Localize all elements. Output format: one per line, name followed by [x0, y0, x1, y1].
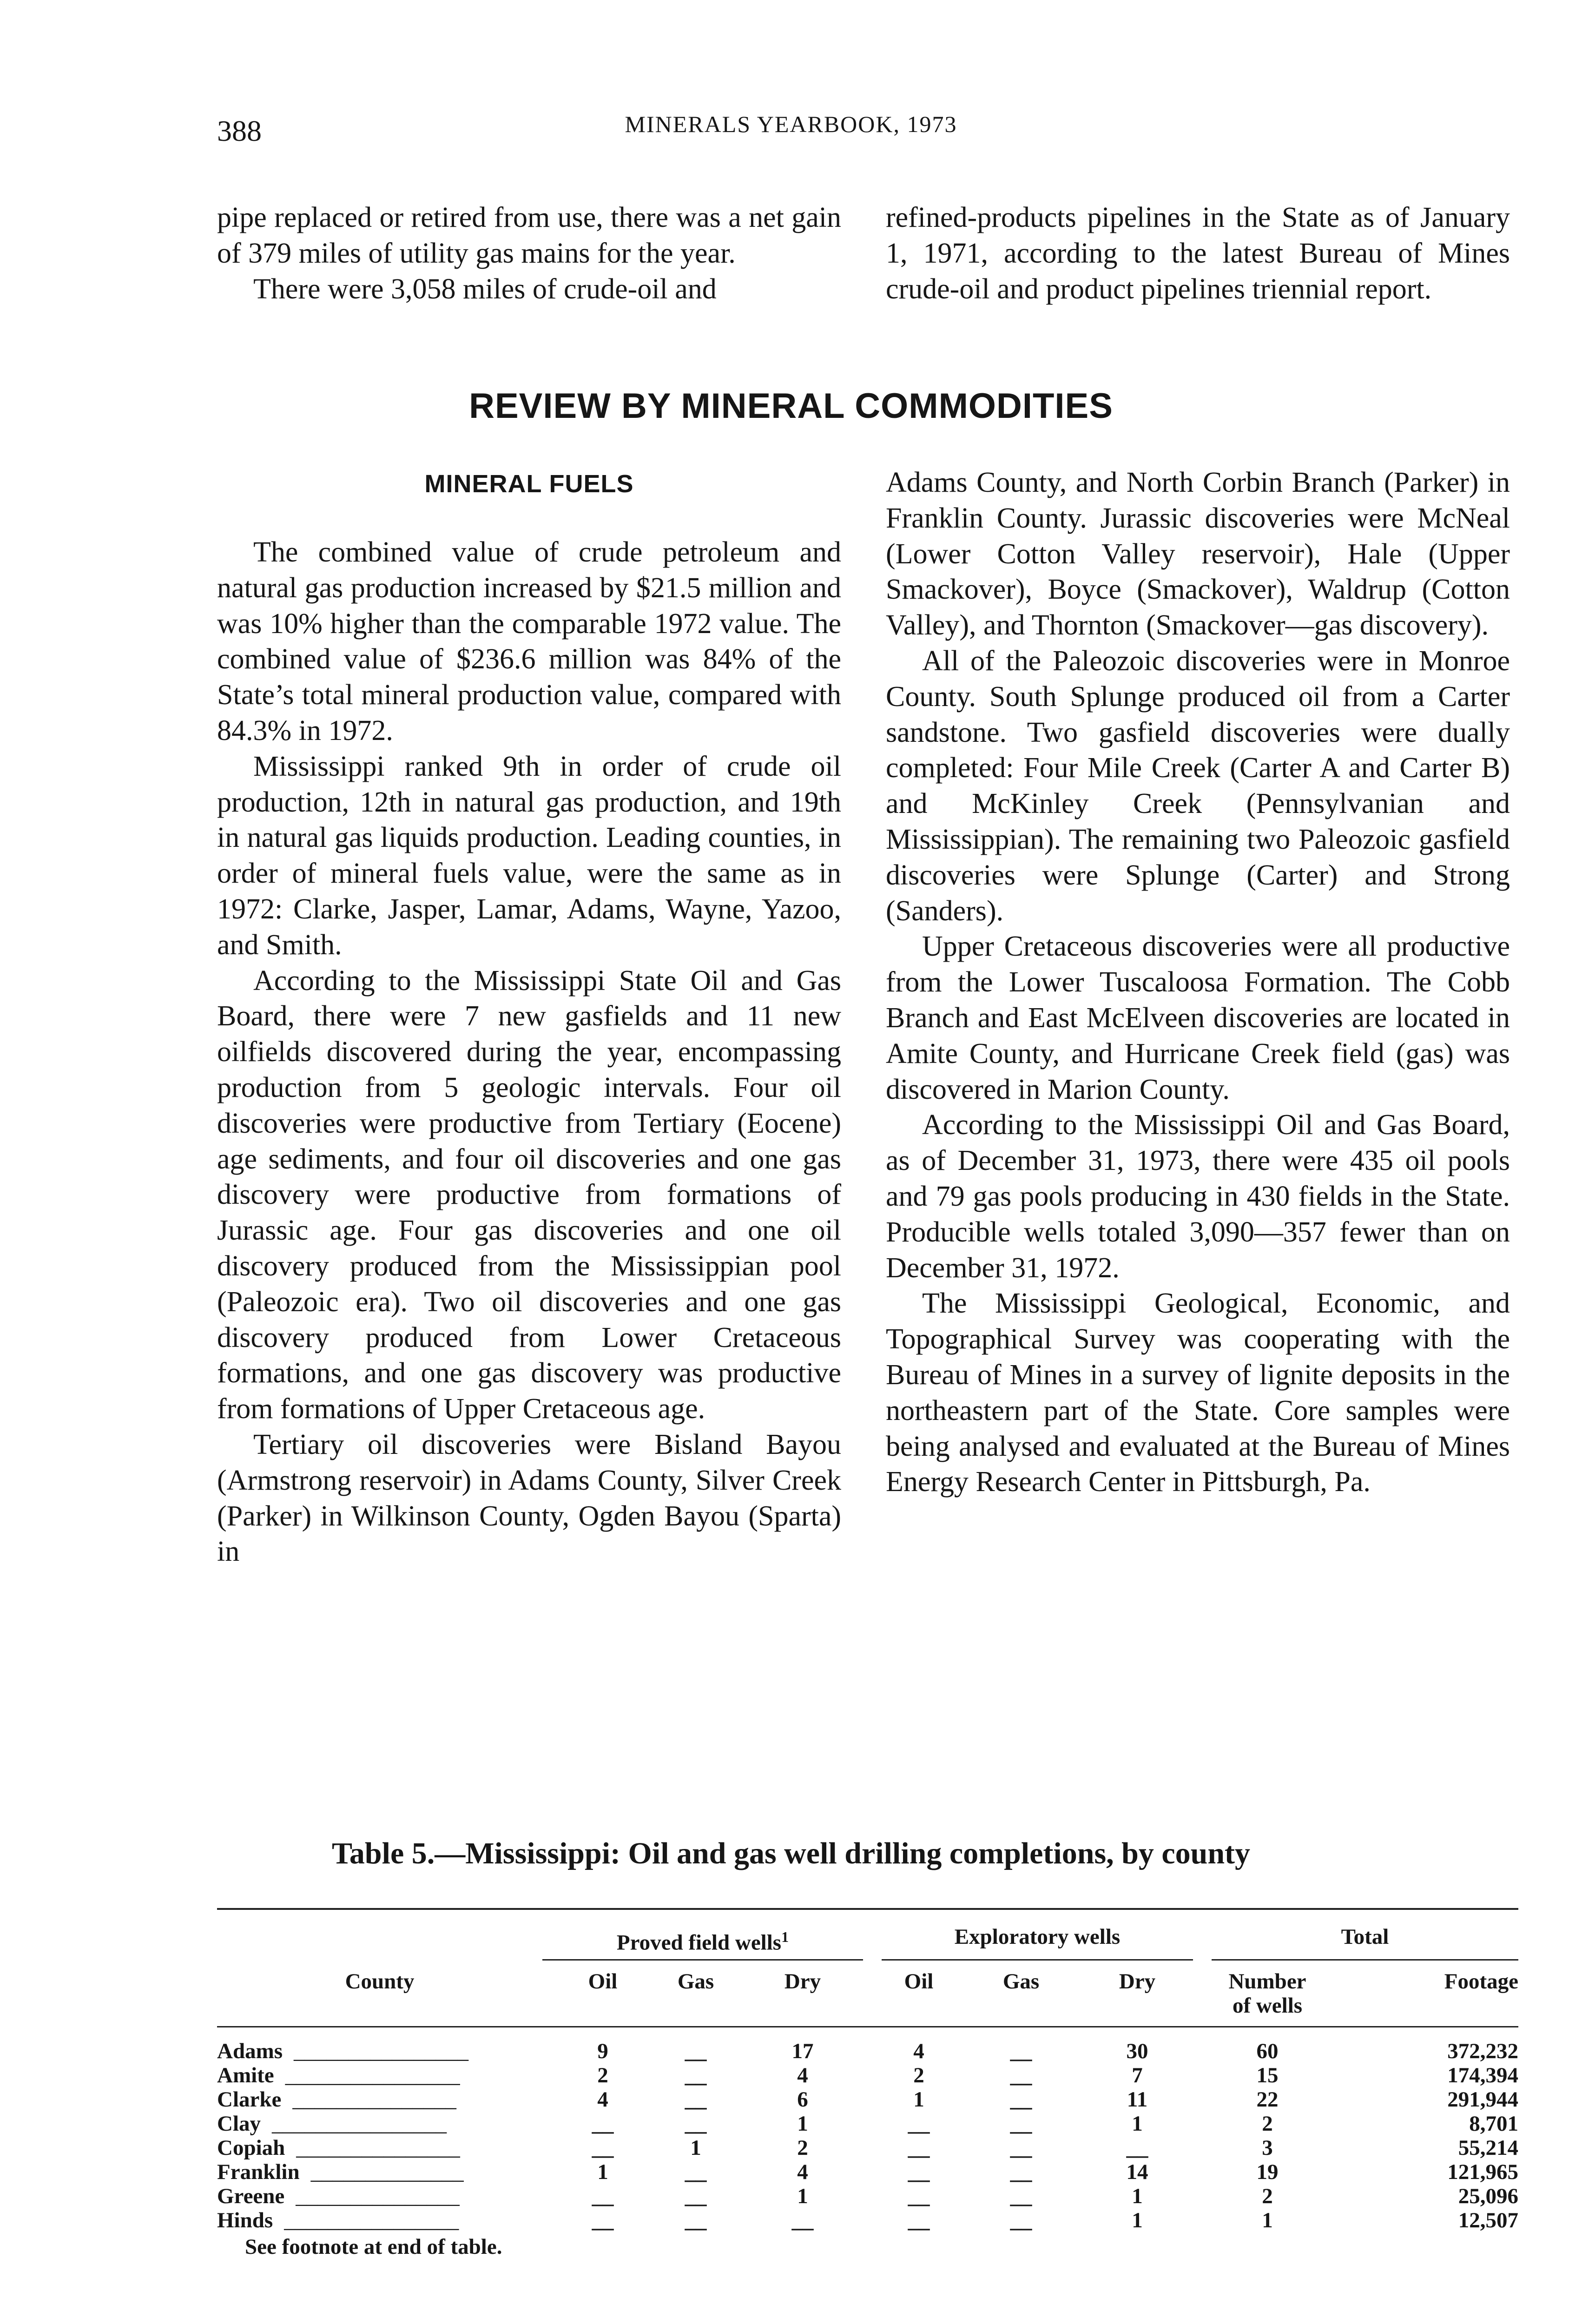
dot-leader: _______________ — [292, 2087, 456, 2112]
cell-footage: 174,394 — [1447, 2063, 1518, 2087]
dot-leader: ________________ — [285, 2063, 460, 2087]
cell-proved-oil: __ — [592, 2184, 614, 2208]
cell-proved-gas: __ — [685, 2184, 707, 2208]
dot-leader: ________________ — [272, 2112, 447, 2136]
cell-exploratory-dry: 11 — [1127, 2087, 1148, 2112]
cell-county — [217, 2208, 459, 2232]
paragraph: The Mississippi Geological, Economic, and Topographical Survey was cooperating with the Bureau of Mines in a survey of lignite deposits in the northeastern part of the State. Core samples were being analysed and evaluated at the Bureau of Mines Energy Research Center in Pittsburgh, Pa. — [886, 1287, 1510, 1498]
paragraph: Tertiary oil discoveries were Bisland Bayou (Armstrong reservoir) in Adams County, Silver Creek (Parker) in Wilkinson County, Ogden Bayou (Sparta) in — [217, 1428, 841, 1568]
cell-number-of-wells: 2 — [1262, 2184, 1273, 2208]
header-proved-gas: Gas — [677, 1969, 714, 1994]
cell-county — [217, 2184, 460, 2208]
cell-proved-dry: 4 — [797, 2063, 808, 2087]
county-name: Copiah — [217, 2136, 285, 2160]
cell-number-of-wells: 19 — [1256, 2160, 1279, 2184]
cell-exploratory-gas: __ — [1010, 2039, 1032, 2063]
header-proved-field-wells — [542, 1925, 863, 1955]
cell-county — [217, 2039, 468, 2063]
rule — [1212, 1959, 1518, 1961]
cell-exploratory-dry: 1 — [1132, 2112, 1143, 2136]
cell-footage: 12,507 — [1458, 2208, 1518, 2232]
cell-number-of-wells: 22 — [1256, 2087, 1279, 2112]
cell-exploratory-gas: __ — [1010, 2087, 1032, 2112]
paragraph: Mississippi ranked 9th in order of crude oil production, 12th in natural gas production, and 19th in natural gas liquids production. Leading counties, in order of mineral fuels value, were the same as in 1972: Clarke, Jasper, Lamar, Adams, Wayne, Yazoo, and Smith. — [217, 750, 841, 961]
cell-exploratory-dry: 30 — [1126, 2039, 1148, 2063]
top-left-column — [217, 200, 841, 307]
cell-number-of-wells: 2 — [1262, 2112, 1273, 2136]
cell-proved-dry: 6 — [797, 2087, 808, 2112]
cell-footage: 25,096 — [1458, 2184, 1518, 2208]
county-name: Clay — [217, 2112, 261, 2136]
cell-exploratory-oil: __ — [908, 2184, 930, 2208]
header-exploratory-gas: Gas — [1002, 1969, 1040, 1994]
table-top-rule — [217, 1908, 1518, 1910]
cell-proved-dry: __ — [791, 2208, 814, 2232]
cell-proved-oil: 9 — [597, 2039, 608, 2063]
cell-exploratory-gas: __ — [1010, 2208, 1032, 2232]
cell-proved-gas: __ — [685, 2208, 707, 2232]
cell-proved-dry: 1 — [797, 2184, 808, 2208]
paragraph: According to the Mississippi State Oil and Gas Board, there were 7 new gasfields and 11 new oilfields discovered during the year, encompassing production from 5 geologic intervals. Four oil discoveries were productive from Tertiary (Eocene) age sediments, and four oil discoveries and one gas discovery were productive from formations of Jurassic age. Four gas discoveries and one oil discovery produced from the Mississippian pool (Paleozoic era). Two oil discoveries and one gas discovery produced from Lower Cretaceous formations, and one gas discovery was productive from formations of Upper Cretaceous age. — [217, 964, 841, 1425]
table-footnote-ref: See footnote at end of table. — [245, 2235, 502, 2259]
cell-footage: 372,232 — [1447, 2039, 1518, 2063]
county-name: Hinds — [217, 2208, 273, 2232]
county-name: Greene — [217, 2184, 285, 2208]
header-exploratory-dry: Dry — [1119, 1969, 1156, 1994]
county-name: Adams — [217, 2039, 283, 2063]
cell-exploratory-oil: 4 — [913, 2039, 924, 2063]
cell-proved-gas: __ — [685, 2087, 707, 2112]
cell-exploratory-dry: __ — [1126, 2136, 1148, 2160]
footnote-marker: 1 — [781, 1928, 789, 1945]
cell-proved-oil: __ — [592, 2136, 614, 2160]
cell-exploratory-gas: __ — [1010, 2160, 1032, 2184]
cell-proved-gas: __ — [685, 2063, 707, 2087]
cell-proved-gas: __ — [685, 2160, 707, 2184]
cell-proved-oil: 2 — [597, 2063, 608, 2087]
rule — [542, 1959, 863, 1961]
cell-proved-oil: __ — [592, 2112, 614, 2136]
header-county: County — [345, 1969, 415, 1994]
dot-leader: ________________ — [284, 2208, 459, 2232]
header-number-line1: Number — [1228, 1969, 1306, 1994]
cell-county — [217, 2160, 464, 2184]
table-header-rule — [217, 2026, 1518, 2027]
header-proved-oil: Oil — [588, 1969, 618, 1994]
left-column — [217, 535, 841, 1570]
county-name: Franklin — [217, 2160, 300, 2184]
cell-proved-gas: __ — [685, 2112, 707, 2136]
header-footage: Footage — [1444, 1969, 1518, 1994]
right-column — [886, 465, 1510, 1500]
cell-exploratory-oil: __ — [908, 2136, 930, 2160]
cell-exploratory-oil: __ — [908, 2160, 930, 2184]
cell-footage: 121,965 — [1447, 2160, 1518, 2184]
top-right-column — [886, 200, 1510, 307]
cell-proved-dry: 4 — [797, 2160, 808, 2184]
paragraph: There were 3,058 miles of crude-oil and — [253, 273, 717, 305]
cell-proved-gas: 1 — [690, 2136, 701, 2160]
page-number: 388 — [217, 114, 262, 147]
cell-exploratory-oil: 1 — [913, 2087, 924, 2112]
cell-exploratory-oil: __ — [908, 2208, 930, 2232]
county-name: Amite — [217, 2063, 274, 2087]
cell-county — [217, 2087, 456, 2112]
cell-county — [217, 2112, 447, 2136]
cell-footage: 291,944 — [1447, 2087, 1518, 2112]
cell-county — [217, 2136, 460, 2160]
rule — [882, 1959, 1193, 1961]
cell-exploratory-dry: 1 — [1132, 2184, 1143, 2208]
header-exploratory-oil: Oil — [904, 1969, 934, 1994]
cell-exploratory-gas: __ — [1010, 2063, 1032, 2087]
paragraph: According to the Mississippi Oil and Gas Board, as of December 31, 1973, there were 435 oil pools and 79 gas pools producing in 430 fields in the State. Producible wells totaled 3,090—357 fewer than on December 31, 1972. — [886, 1109, 1510, 1284]
dot-leader: _______________ — [296, 2184, 460, 2208]
cell-proved-dry: 17 — [791, 2039, 814, 2063]
header-number-line2: of wells — [1232, 1994, 1303, 2018]
cell-exploratory-gas: __ — [1010, 2136, 1032, 2160]
header-number-of-wells — [1198, 1969, 1337, 2018]
paragraph: refined-products pipelines in the State as of January 1, 1971, according to the latest Bureau of Mines crude-oil and product pipelines triennial report. — [886, 202, 1510, 305]
running-title: MINERALS YEARBOOK, 1973 — [625, 111, 957, 137]
cell-exploratory-oil: __ — [908, 2112, 930, 2136]
cell-exploratory-dry: 14 — [1126, 2160, 1148, 2184]
cell-footage: 8,701 — [1469, 2112, 1518, 2136]
header-total: Total — [1341, 1925, 1389, 1949]
header-exploratory-wells: Exploratory wells — [954, 1925, 1121, 1949]
cell-exploratory-gas: __ — [1010, 2184, 1032, 2208]
header-proved-dry: Dry — [784, 1969, 821, 1994]
paragraph: All of the Paleozoic discoveries were in Monroe County. South Splunge produced oil from a Carter sandstone. Two gasfield discoveries were dually completed: Four Mile Creek (Carter A and Carter B) and McKinley Creek (Pennsylvanian and Mississippian). The remaining two Paleozoic gasfield discoveries were Splunge (Carter) and Strong (Sanders). — [886, 645, 1510, 927]
section-title: REVIEW BY MINERAL COMMODITIES — [469, 386, 1113, 426]
cell-number-of-wells: 3 — [1262, 2136, 1273, 2160]
cell-number-of-wells: 1 — [1262, 2208, 1273, 2232]
paragraph: Upper Cretaceous discoveries were all productive from the Lower Tuscaloosa Formation. The Cobb Branch and East McElveen discoveries are located in Amite County, and Hurricane Creek field (gas) was discovered in Marion County. — [886, 931, 1510, 1105]
dot-leader: ______________ — [310, 2160, 464, 2184]
cell-proved-oil: __ — [592, 2208, 614, 2232]
cell-proved-oil: 4 — [597, 2087, 608, 2112]
cell-county — [217, 2063, 460, 2087]
table-title: Table 5.—Mississippi: Oil and gas well drilling completions, by county — [331, 1836, 1251, 1870]
cell-exploratory-dry: 1 — [1132, 2208, 1143, 2232]
paragraph: The combined value of crude petroleum and natural gas production increased by $21.5 million and was 10% higher than the comparable 1972 value. The combined value of $236.6 million was 84% of the State’s total mineral production value, compared with 84.3% in 1972. — [217, 536, 841, 746]
cell-exploratory-oil: 2 — [913, 2063, 924, 2087]
paragraph: pipe replaced or retired from use, there was a net gain of 379 miles of utility gas mains for the year. — [217, 202, 841, 269]
dot-leader: _______________ — [296, 2136, 460, 2160]
cell-proved-oil: 1 — [597, 2160, 608, 2184]
cell-proved-dry: 2 — [797, 2136, 808, 2160]
cell-footage: 55,214 — [1458, 2136, 1518, 2160]
county-name: Clarke — [217, 2087, 282, 2112]
cell-proved-dry: 1 — [797, 2112, 808, 2136]
dot-leader: ________________ — [294, 2039, 469, 2063]
subsection-title: MINERAL FUELS — [424, 470, 634, 498]
header-proved-label: Proved field wells — [616, 1930, 782, 1955]
cell-exploratory-gas: __ — [1010, 2112, 1032, 2136]
cell-number-of-wells: 60 — [1256, 2039, 1279, 2063]
paragraph: Adams County, and North Corbin Branch (Parker) in Franklin County. Jurassic discoveries were McNeal (Lower Cotton Valley reservoir), Hale (Upper Smackover), Boyce (Smackover), Waldrup (Cotton Valley), and Thornton (Smackover—gas discovery). — [886, 467, 1510, 641]
cell-exploratory-dry: 7 — [1132, 2063, 1143, 2087]
cell-proved-gas: __ — [685, 2039, 707, 2063]
cell-number-of-wells: 15 — [1256, 2063, 1279, 2087]
